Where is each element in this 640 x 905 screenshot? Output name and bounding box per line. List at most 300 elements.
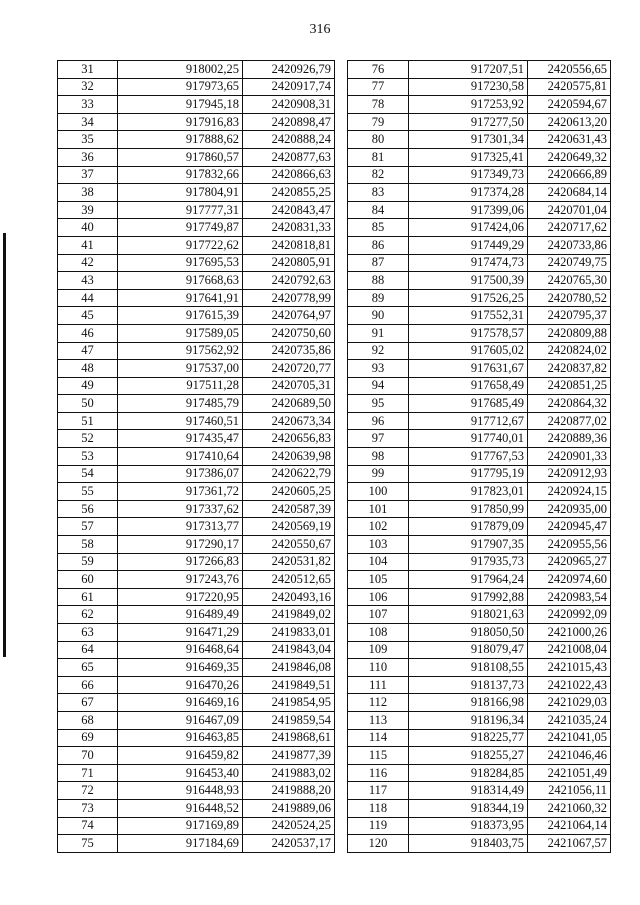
point-number-cell: 66 <box>58 676 118 694</box>
y-coordinate-cell: 2420945,47 <box>528 518 611 536</box>
table-row <box>58 448 335 466</box>
point-number-cell: 91 <box>348 324 409 342</box>
table-row <box>348 465 611 483</box>
table-row <box>58 219 335 237</box>
y-coordinate-cell: 2420831,33 <box>243 219 335 237</box>
table-row <box>348 624 611 642</box>
y-coordinate-cell: 2421041,05 <box>528 729 611 747</box>
y-coordinate-cell: 2420749,75 <box>528 254 611 272</box>
x-coordinate-cell: 916448,93 <box>118 782 243 800</box>
point-number-cell: 98 <box>348 448 409 466</box>
x-coordinate-cell: 918137,73 <box>409 676 528 694</box>
point-number-cell: 87 <box>348 254 409 272</box>
x-coordinate-cell: 917386,07 <box>118 465 243 483</box>
x-coordinate-cell: 917277,50 <box>409 113 528 131</box>
x-coordinate-cell: 917424,06 <box>409 219 528 237</box>
table-row <box>58 377 335 395</box>
table-row <box>58 764 335 782</box>
y-coordinate-cell: 2419849,02 <box>243 606 335 624</box>
x-coordinate-cell: 917537,00 <box>118 360 243 378</box>
y-coordinate-cell: 2420594,67 <box>528 96 611 114</box>
y-coordinate-cell: 2421035,24 <box>528 711 611 729</box>
table-row <box>348 184 611 202</box>
table-row <box>58 711 335 729</box>
x-coordinate-cell: 918166,98 <box>409 694 528 712</box>
y-coordinate-cell: 2420613,20 <box>528 113 611 131</box>
x-coordinate-cell: 917860,57 <box>118 148 243 166</box>
point-number-cell: 76 <box>348 61 409 79</box>
point-number-cell: 56 <box>58 500 118 518</box>
x-coordinate-cell: 918403,75 <box>409 835 528 853</box>
point-number-cell: 86 <box>348 236 409 254</box>
x-coordinate-cell: 917589,05 <box>118 324 243 342</box>
y-coordinate-cell: 2419849,51 <box>243 676 335 694</box>
y-coordinate-cell: 2420864,32 <box>528 395 611 413</box>
table-row <box>58 166 335 184</box>
point-number-cell: 74 <box>58 817 118 835</box>
point-number-cell: 90 <box>348 307 409 325</box>
y-coordinate-cell: 2420537,17 <box>243 835 335 853</box>
y-coordinate-cell: 2420735,86 <box>243 342 335 360</box>
x-coordinate-cell: 917301,34 <box>409 131 528 149</box>
table-row <box>348 694 611 712</box>
x-coordinate-cell: 917460,51 <box>118 412 243 430</box>
table-row <box>348 113 611 131</box>
point-number-cell: 35 <box>58 131 118 149</box>
point-number-cell: 103 <box>348 536 409 554</box>
y-coordinate-cell: 2421056,11 <box>528 782 611 800</box>
table-row <box>348 412 611 430</box>
y-coordinate-cell: 2420524,25 <box>243 817 335 835</box>
point-number-cell: 115 <box>348 747 409 765</box>
coordinates-table-right-body <box>348 61 611 853</box>
y-coordinate-cell: 2419846,08 <box>243 659 335 677</box>
table-row <box>58 782 335 800</box>
point-number-cell: 43 <box>58 272 118 290</box>
y-coordinate-cell: 2421060,32 <box>528 799 611 817</box>
table-row <box>58 835 335 853</box>
point-number-cell: 70 <box>58 747 118 765</box>
x-coordinate-cell: 917325,41 <box>409 148 528 166</box>
x-coordinate-cell: 917888,62 <box>118 131 243 149</box>
table-row <box>348 324 611 342</box>
point-number-cell: 42 <box>58 254 118 272</box>
x-coordinate-cell: 917374,28 <box>409 184 528 202</box>
table-row <box>348 553 611 571</box>
point-number-cell: 116 <box>348 764 409 782</box>
x-coordinate-cell: 917658,49 <box>409 377 528 395</box>
point-number-cell: 34 <box>58 113 118 131</box>
point-number-cell: 44 <box>58 289 118 307</box>
point-number-cell: 79 <box>348 113 409 131</box>
table-row <box>348 571 611 589</box>
point-number-cell: 59 <box>58 553 118 571</box>
x-coordinate-cell: 917243,76 <box>118 571 243 589</box>
x-coordinate-cell: 917552,31 <box>409 307 528 325</box>
x-coordinate-cell: 918284,85 <box>409 764 528 782</box>
point-number-cell: 80 <box>348 131 409 149</box>
y-coordinate-cell: 2420983,54 <box>528 588 611 606</box>
x-coordinate-cell: 916469,16 <box>118 694 243 712</box>
table-row <box>348 764 611 782</box>
point-number-cell: 77 <box>348 78 409 96</box>
point-number-cell: 94 <box>348 377 409 395</box>
x-coordinate-cell: 916463,85 <box>118 729 243 747</box>
point-number-cell: 83 <box>348 184 409 202</box>
y-coordinate-cell: 2420924,15 <box>528 483 611 501</box>
y-coordinate-cell: 2420889,36 <box>528 430 611 448</box>
y-coordinate-cell: 2419889,06 <box>243 799 335 817</box>
point-number-cell: 95 <box>348 395 409 413</box>
table-row <box>348 483 611 501</box>
x-coordinate-cell: 917435,47 <box>118 430 243 448</box>
table-row <box>58 483 335 501</box>
table-row <box>348 711 611 729</box>
y-coordinate-cell: 2420877,63 <box>243 148 335 166</box>
y-coordinate-cell: 2421051,49 <box>528 764 611 782</box>
table-row <box>348 236 611 254</box>
point-number-cell: 82 <box>348 166 409 184</box>
table-row <box>348 782 611 800</box>
y-coordinate-cell: 2420795,37 <box>528 307 611 325</box>
point-number-cell: 45 <box>58 307 118 325</box>
point-number-cell: 32 <box>58 78 118 96</box>
y-coordinate-cell: 2419833,01 <box>243 624 335 642</box>
table-row <box>58 96 335 114</box>
x-coordinate-cell: 917668,63 <box>118 272 243 290</box>
point-number-cell: 113 <box>348 711 409 729</box>
y-coordinate-cell: 2420780,52 <box>528 289 611 307</box>
x-coordinate-cell: 918225,77 <box>409 729 528 747</box>
coordinates-table-right <box>347 60 611 853</box>
point-number-cell: 84 <box>348 201 409 219</box>
x-coordinate-cell: 918373,95 <box>409 817 528 835</box>
point-number-cell: 68 <box>58 711 118 729</box>
point-number-cell: 36 <box>58 148 118 166</box>
y-coordinate-cell: 2420866,63 <box>243 166 335 184</box>
point-number-cell: 100 <box>348 483 409 501</box>
y-coordinate-cell: 2419859,54 <box>243 711 335 729</box>
y-coordinate-cell: 2420888,24 <box>243 131 335 149</box>
y-coordinate-cell: 2420750,60 <box>243 324 335 342</box>
y-coordinate-cell: 2420720,77 <box>243 360 335 378</box>
x-coordinate-cell: 917804,91 <box>118 184 243 202</box>
x-coordinate-cell: 917266,83 <box>118 553 243 571</box>
table-row <box>58 799 335 817</box>
table-row <box>348 799 611 817</box>
y-coordinate-cell: 2421046,46 <box>528 747 611 765</box>
point-number-cell: 31 <box>58 61 118 79</box>
y-coordinate-cell: 2420792,63 <box>243 272 335 290</box>
x-coordinate-cell: 917712,67 <box>409 412 528 430</box>
table-row <box>58 254 335 272</box>
x-coordinate-cell: 916453,40 <box>118 764 243 782</box>
y-coordinate-cell: 2420587,39 <box>243 500 335 518</box>
table-row <box>58 606 335 624</box>
y-coordinate-cell: 2420992,09 <box>528 606 611 624</box>
y-coordinate-cell: 2420818,81 <box>243 236 335 254</box>
y-coordinate-cell: 2420974,60 <box>528 571 611 589</box>
x-coordinate-cell: 917578,57 <box>409 324 528 342</box>
point-number-cell: 46 <box>58 324 118 342</box>
table-row <box>58 817 335 835</box>
point-number-cell: 96 <box>348 412 409 430</box>
x-coordinate-cell: 917749,87 <box>118 219 243 237</box>
point-number-cell: 47 <box>58 342 118 360</box>
y-coordinate-cell: 2420805,91 <box>243 254 335 272</box>
y-coordinate-cell: 2420851,25 <box>528 377 611 395</box>
point-number-cell: 53 <box>58 448 118 466</box>
point-number-cell: 52 <box>58 430 118 448</box>
y-coordinate-cell: 2421029,03 <box>528 694 611 712</box>
point-number-cell: 118 <box>348 799 409 817</box>
y-coordinate-cell: 2420631,43 <box>528 131 611 149</box>
x-coordinate-cell: 917631,67 <box>409 360 528 378</box>
y-coordinate-cell: 2420898,47 <box>243 113 335 131</box>
table-row <box>348 518 611 536</box>
y-coordinate-cell: 2419843,04 <box>243 641 335 659</box>
table-row <box>348 430 611 448</box>
y-coordinate-cell: 2420733,86 <box>528 236 611 254</box>
x-coordinate-cell: 917823,01 <box>409 483 528 501</box>
point-number-cell: 119 <box>348 817 409 835</box>
table-row <box>348 747 611 765</box>
point-number-cell: 105 <box>348 571 409 589</box>
point-number-cell: 104 <box>348 553 409 571</box>
margin-bar <box>3 233 6 657</box>
table-row <box>348 307 611 325</box>
table-row <box>348 131 611 149</box>
table-row <box>58 395 335 413</box>
point-number-cell: 109 <box>348 641 409 659</box>
point-number-cell: 62 <box>58 606 118 624</box>
point-number-cell: 61 <box>58 588 118 606</box>
point-number-cell: 117 <box>348 782 409 800</box>
x-coordinate-cell: 917916,83 <box>118 113 243 131</box>
x-coordinate-cell: 917641,91 <box>118 289 243 307</box>
point-number-cell: 57 <box>58 518 118 536</box>
y-coordinate-cell: 2420912,93 <box>528 465 611 483</box>
y-coordinate-cell: 2420955,56 <box>528 536 611 554</box>
x-coordinate-cell: 917777,31 <box>118 201 243 219</box>
y-coordinate-cell: 2420649,32 <box>528 148 611 166</box>
x-coordinate-cell: 916470,26 <box>118 676 243 694</box>
table-row <box>348 166 611 184</box>
x-coordinate-cell: 916448,52 <box>118 799 243 817</box>
y-coordinate-cell: 2420843,47 <box>243 201 335 219</box>
table-row <box>58 465 335 483</box>
x-coordinate-cell: 917313,77 <box>118 518 243 536</box>
y-coordinate-cell: 2420965,27 <box>528 553 611 571</box>
x-coordinate-cell: 916469,35 <box>118 659 243 677</box>
point-number-cell: 93 <box>348 360 409 378</box>
y-coordinate-cell: 2419888,20 <box>243 782 335 800</box>
table-row <box>58 641 335 659</box>
x-coordinate-cell: 917184,69 <box>118 835 243 853</box>
x-coordinate-cell: 917474,73 <box>409 254 528 272</box>
y-coordinate-cell: 2419883,02 <box>243 764 335 782</box>
table-row <box>348 96 611 114</box>
point-number-cell: 37 <box>58 166 118 184</box>
point-number-cell: 111 <box>348 676 409 694</box>
y-coordinate-cell: 2420639,98 <box>243 448 335 466</box>
table-row <box>348 606 611 624</box>
y-coordinate-cell: 2420778,99 <box>243 289 335 307</box>
x-coordinate-cell: 918079,47 <box>409 641 528 659</box>
point-number-cell: 50 <box>58 395 118 413</box>
x-coordinate-cell: 916468,64 <box>118 641 243 659</box>
point-number-cell: 102 <box>348 518 409 536</box>
x-coordinate-cell: 917992,88 <box>409 588 528 606</box>
point-number-cell: 41 <box>58 236 118 254</box>
x-coordinate-cell: 917879,09 <box>409 518 528 536</box>
y-coordinate-cell: 2420926,79 <box>243 61 335 79</box>
y-coordinate-cell: 2420701,04 <box>528 201 611 219</box>
table-row <box>348 289 611 307</box>
table-row <box>58 360 335 378</box>
y-coordinate-cell: 2420673,34 <box>243 412 335 430</box>
table-row <box>58 571 335 589</box>
x-coordinate-cell: 917722,62 <box>118 236 243 254</box>
point-number-cell: 39 <box>58 201 118 219</box>
x-coordinate-cell: 916471,29 <box>118 624 243 642</box>
x-coordinate-cell: 917685,49 <box>409 395 528 413</box>
x-coordinate-cell: 917207,51 <box>409 61 528 79</box>
y-coordinate-cell: 2421022,43 <box>528 676 611 694</box>
table-row <box>348 448 611 466</box>
y-coordinate-cell: 2420531,82 <box>243 553 335 571</box>
x-coordinate-cell: 917740,01 <box>409 430 528 448</box>
page-number: 316 <box>309 22 331 37</box>
point-number-cell: 114 <box>348 729 409 747</box>
table-row <box>58 518 335 536</box>
table-row <box>348 61 611 79</box>
table-row <box>58 729 335 747</box>
y-coordinate-cell: 2420908,31 <box>243 96 335 114</box>
y-coordinate-cell: 2419877,39 <box>243 747 335 765</box>
table-row <box>58 676 335 694</box>
point-number-cell: 81 <box>348 148 409 166</box>
table-row <box>348 659 611 677</box>
point-number-cell: 99 <box>348 465 409 483</box>
x-coordinate-cell: 918255,27 <box>409 747 528 765</box>
table-row <box>348 835 611 853</box>
point-number-cell: 67 <box>58 694 118 712</box>
x-coordinate-cell: 917907,35 <box>409 536 528 554</box>
table-row <box>58 430 335 448</box>
y-coordinate-cell: 2420689,50 <box>243 395 335 413</box>
y-coordinate-cell: 2421015,43 <box>528 659 611 677</box>
y-coordinate-cell: 2420569,19 <box>243 518 335 536</box>
x-coordinate-cell: 917615,39 <box>118 307 243 325</box>
x-coordinate-cell: 917850,99 <box>409 500 528 518</box>
table-row <box>348 500 611 518</box>
y-coordinate-cell: 2419868,61 <box>243 729 335 747</box>
table-row <box>58 78 335 96</box>
point-number-cell: 64 <box>58 641 118 659</box>
point-number-cell: 92 <box>348 342 409 360</box>
x-coordinate-cell: 917230,58 <box>409 78 528 96</box>
x-coordinate-cell: 918002,25 <box>118 61 243 79</box>
table-row <box>348 254 611 272</box>
point-number-cell: 107 <box>348 606 409 624</box>
x-coordinate-cell: 917945,18 <box>118 96 243 114</box>
y-coordinate-cell: 2420605,25 <box>243 483 335 501</box>
table-row <box>58 536 335 554</box>
x-coordinate-cell: 917253,92 <box>409 96 528 114</box>
table-row <box>58 236 335 254</box>
y-coordinate-cell: 2420877,02 <box>528 412 611 430</box>
y-coordinate-cell: 2420622,79 <box>243 465 335 483</box>
x-coordinate-cell: 917500,39 <box>409 272 528 290</box>
x-coordinate-cell: 918108,55 <box>409 659 528 677</box>
x-coordinate-cell: 917349,73 <box>409 166 528 184</box>
y-coordinate-cell: 2420935,00 <box>528 500 611 518</box>
x-coordinate-cell: 917973,65 <box>118 78 243 96</box>
point-number-cell: 40 <box>58 219 118 237</box>
point-number-cell: 88 <box>348 272 409 290</box>
table-row <box>58 289 335 307</box>
y-coordinate-cell: 2420512,65 <box>243 571 335 589</box>
table-row <box>58 500 335 518</box>
x-coordinate-cell: 917449,29 <box>409 236 528 254</box>
table-row <box>348 729 611 747</box>
point-number-cell: 54 <box>58 465 118 483</box>
point-number-cell: 106 <box>348 588 409 606</box>
table-row <box>348 395 611 413</box>
point-number-cell: 78 <box>348 96 409 114</box>
table-row <box>348 342 611 360</box>
table-row <box>58 694 335 712</box>
point-number-cell: 48 <box>58 360 118 378</box>
y-coordinate-cell: 2420837,82 <box>528 360 611 378</box>
point-number-cell: 60 <box>58 571 118 589</box>
x-coordinate-cell: 917511,28 <box>118 377 243 395</box>
y-coordinate-cell: 2420765,30 <box>528 272 611 290</box>
coordinates-table-left-body <box>58 61 335 853</box>
point-number-cell: 69 <box>58 729 118 747</box>
point-number-cell: 58 <box>58 536 118 554</box>
x-coordinate-cell: 917485,79 <box>118 395 243 413</box>
x-coordinate-cell: 918314,49 <box>409 782 528 800</box>
table-row <box>348 377 611 395</box>
x-coordinate-cell: 917337,62 <box>118 500 243 518</box>
y-coordinate-cell: 2420666,89 <box>528 166 611 184</box>
point-number-cell: 108 <box>348 624 409 642</box>
point-number-cell: 120 <box>348 835 409 853</box>
y-coordinate-cell: 2421067,57 <box>528 835 611 853</box>
point-number-cell: 33 <box>58 96 118 114</box>
y-coordinate-cell: 2420493,16 <box>243 588 335 606</box>
x-coordinate-cell: 917964,24 <box>409 571 528 589</box>
point-number-cell: 38 <box>58 184 118 202</box>
y-coordinate-cell: 2420824,02 <box>528 342 611 360</box>
x-coordinate-cell: 917935,73 <box>409 553 528 571</box>
table-row <box>58 201 335 219</box>
table-row <box>348 676 611 694</box>
point-number-cell: 49 <box>58 377 118 395</box>
x-coordinate-cell: 917795,19 <box>409 465 528 483</box>
point-number-cell: 51 <box>58 412 118 430</box>
y-coordinate-cell: 2420575,81 <box>528 78 611 96</box>
x-coordinate-cell: 917526,25 <box>409 289 528 307</box>
table-row <box>348 219 611 237</box>
x-coordinate-cell: 917562,92 <box>118 342 243 360</box>
table-row <box>58 624 335 642</box>
table-row <box>348 148 611 166</box>
y-coordinate-cell: 2420917,74 <box>243 78 335 96</box>
y-coordinate-cell: 2421064,14 <box>528 817 611 835</box>
